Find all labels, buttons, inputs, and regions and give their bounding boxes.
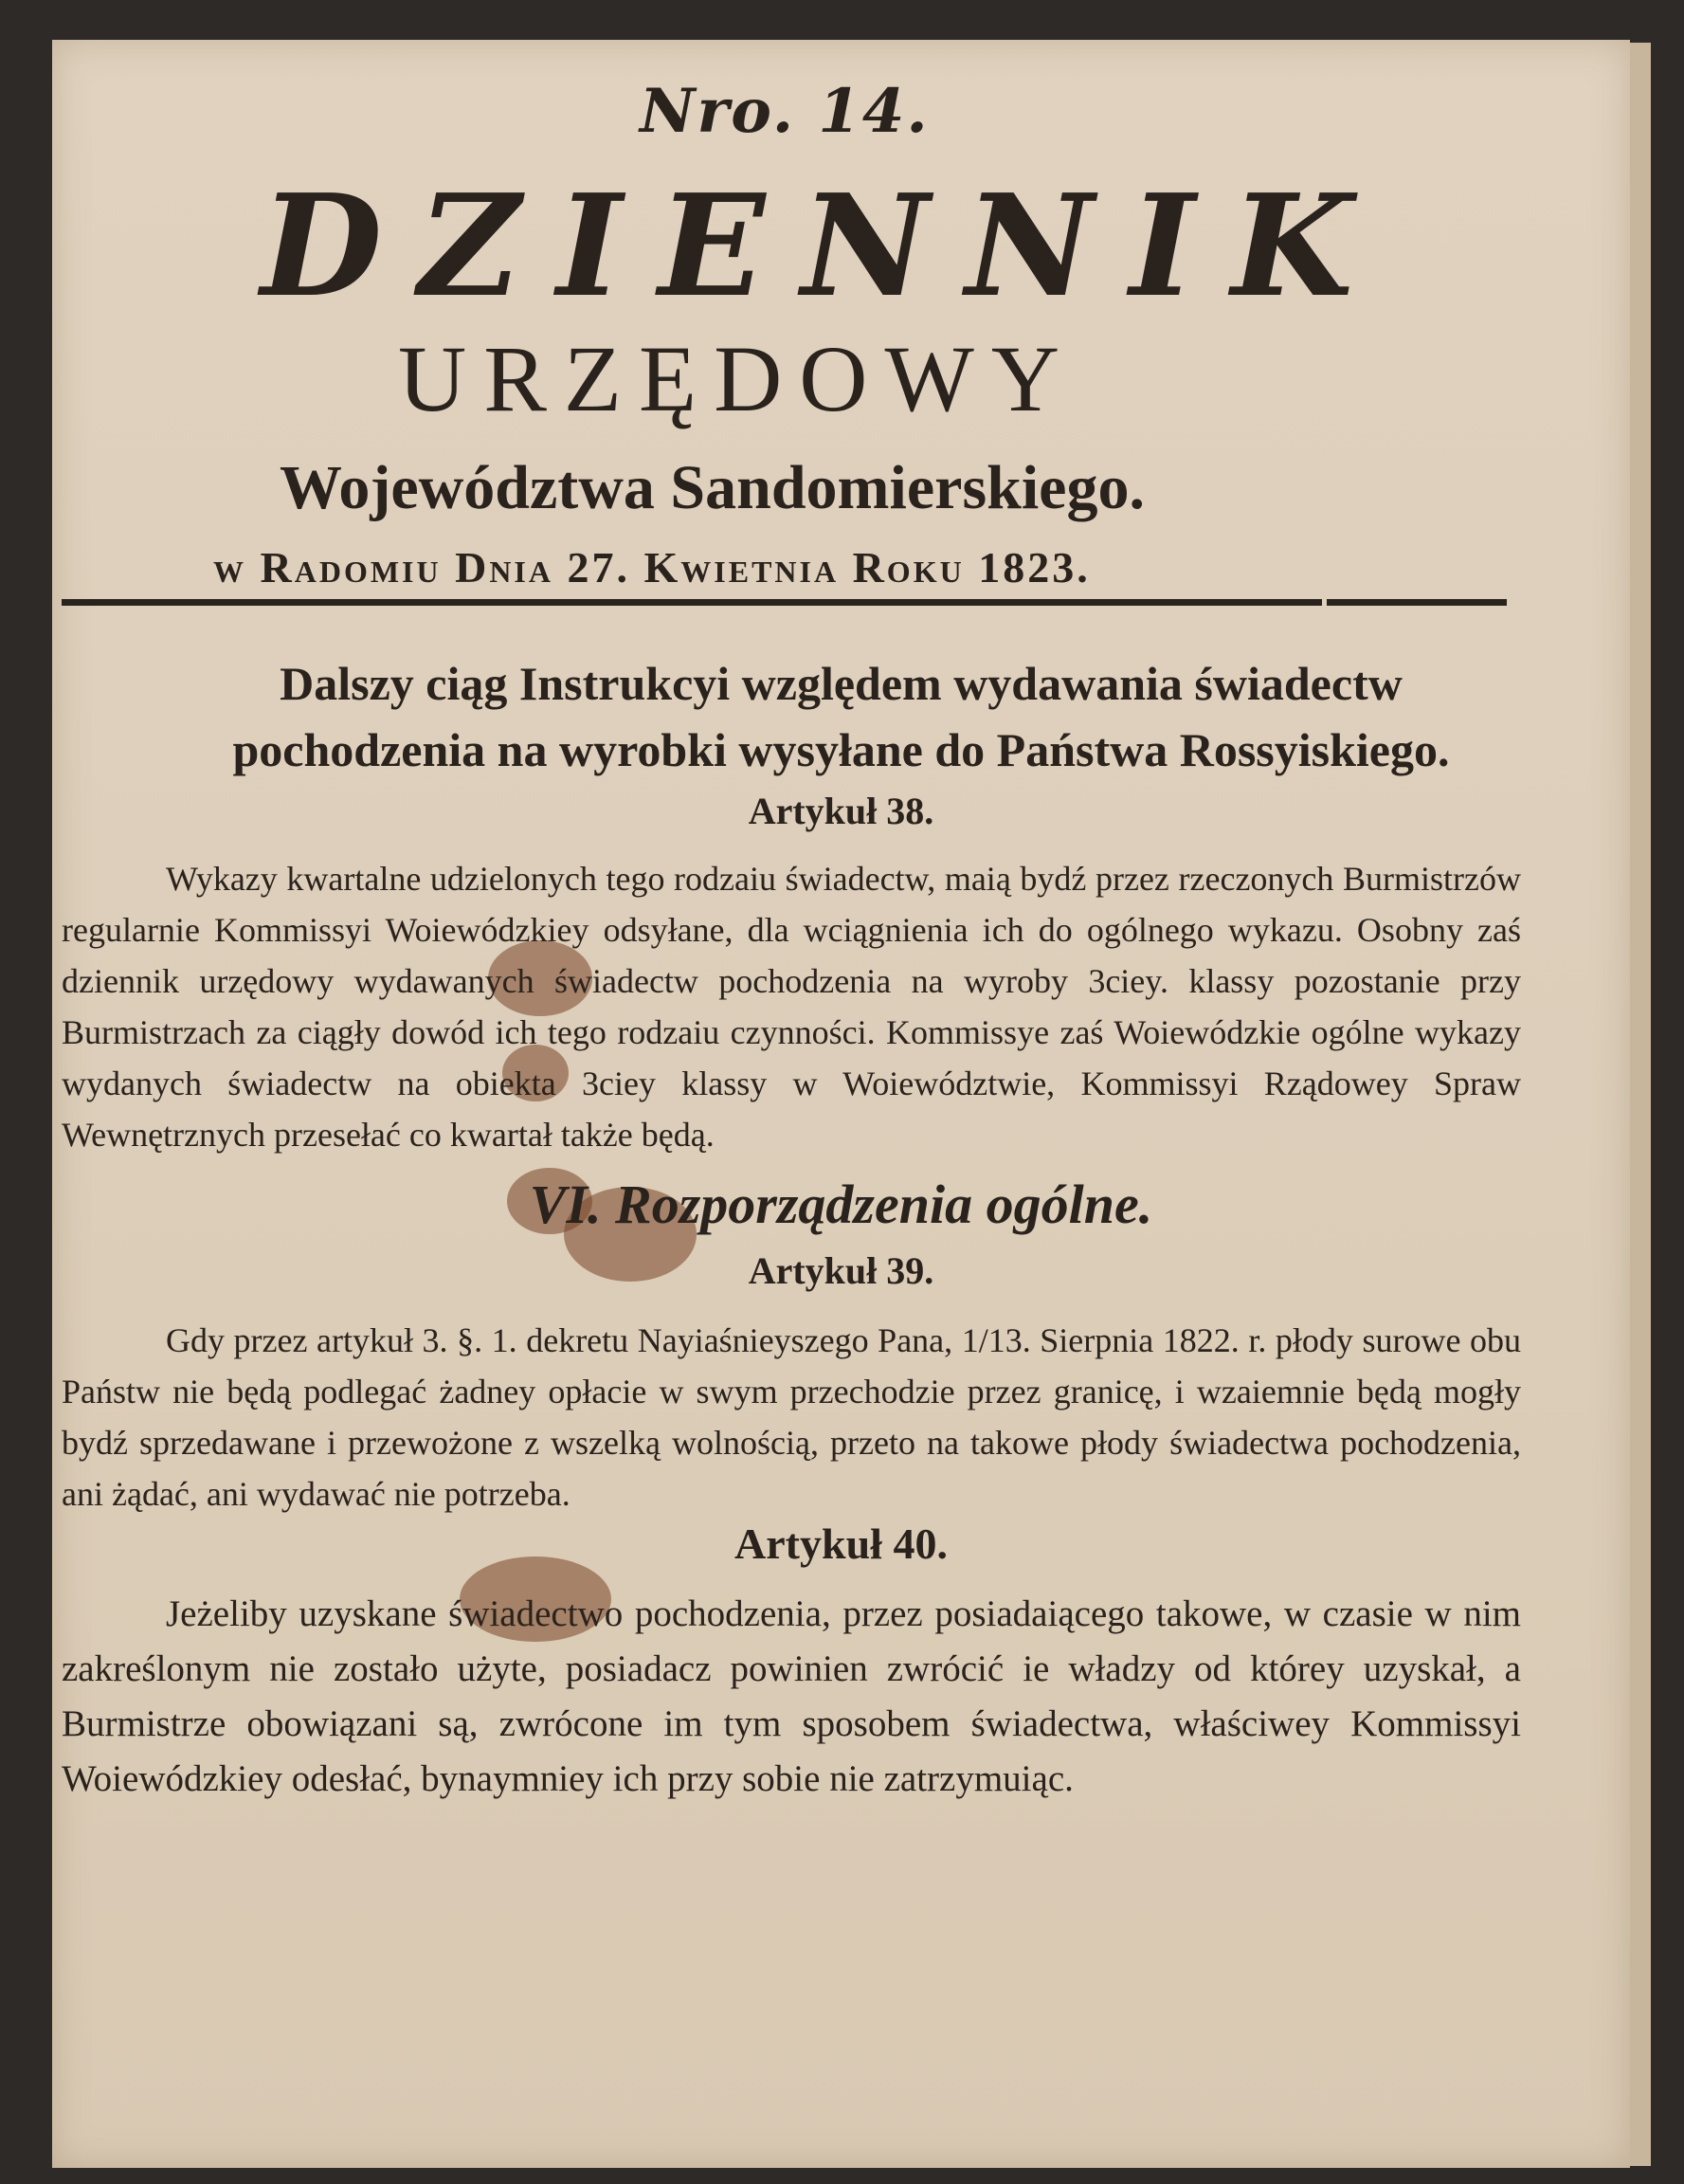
instruction-heading-line2: pochodzenia na wyrobki wysyłane do Państwa Rossyiskiego.	[232, 723, 1450, 776]
title-urzedowy: URZĘDOWY	[398, 326, 1077, 431]
instruction-heading-line1: Dalszy ciąg Instrukcyi względem wydawania świadectw	[280, 657, 1403, 710]
title-dziennik: DZIENNIK	[261, 163, 1389, 328]
article-40-text: Jeżeliby uzyskane świadectwo pochodzenia, przez posiadaiącego takowe, w czasie w nim zakreślonym nie zostało użyte, posiadacz powinien zwrócić ie władzy od którey uzyskał, a Burmistrze obowiązani są, zwrócone im tym sposobem świadectwa, właściwey Kommissyi Woiewódzkiey odesłać, bynaymniey ich przy sobie nie zatrzymuiąc.	[62, 1593, 1521, 1799]
issue-number: Nro. 14.	[640, 76, 930, 147]
section-vi-title: VI. Rozporządzenia ogólne.	[529, 1174, 1153, 1235]
article-40-label: Artykuł 40.	[734, 1520, 948, 1568]
header-rule-end	[1327, 599, 1507, 606]
article-38-label: Artykuł 38.	[748, 790, 934, 832]
article-39-label: Artykuł 39.	[748, 1249, 934, 1292]
article-38-text: Wykazy kwartalne udzielonych tego rodzaiu świadectw, maią bydź przez rzeczonych Burmistrzów regularnie Kommissyi Woiewódzkiey odsyłane, dla wciągnienia ich do ogólnego wykazu. Osobny zaś dziennik urzędowy wydawanych świadectw pochodzenia na wyroby 3ciey. klassy pozostanie przy Burmistrzach za ciągły dowód ich tego rodzaiu czynności. Kommissye zaś Woiewódzkie ogólne wykazy wydanych świadectw na obiekta 3ciey klassy w Woiewództwie, Kommissyi Rządowey Spraw Wewnętrznych przesełać co kwartał także będą.	[62, 860, 1521, 1154]
dateline: w Radomiu Dnia 27. Kwietnia Roku 1823.	[213, 543, 1091, 592]
page-edge	[1630, 43, 1651, 2166]
newspaper-page	[52, 40, 1630, 2168]
header-rule	[62, 599, 1322, 606]
article-39-text: Gdy przez artykuł 3. §. 1. dekretu Nayiaśnieyszego Pana, 1/13. Sierpnia 1822. r. płody surowe obu Państw nie będą podlegać żadney opłacie w swym przechodzie przez granicę, i wzaiemnie będą mogły bydź sprzedawane i przewożone z wszelką wolnością, przeto na takowe płody świadectwa pochodzenia, ani żądać, ani wydawać nie potrzeba.	[62, 1321, 1521, 1513]
title-wojewodztwo: Województwa Sandomierskiego.	[280, 453, 1145, 522]
